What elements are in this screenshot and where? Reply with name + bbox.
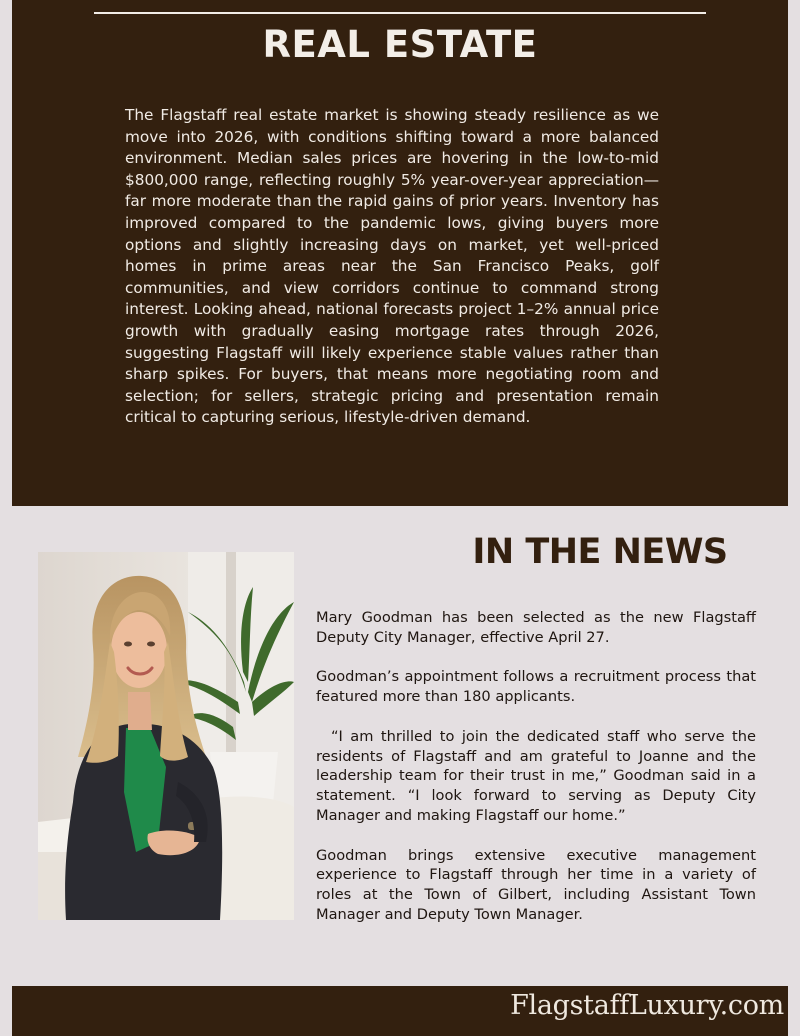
real-estate-heading: REAL ESTATE	[262, 23, 538, 66]
news-heading: IN THE NEWS	[472, 532, 728, 572]
headshot-photo	[38, 552, 294, 920]
news-paragraph: Goodman brings extensive executive management experience to Flagstaff through her time in a variety of roles at the Town of Gilbert, including Assistant Town Manager and Deputy Town Manager.	[316, 846, 756, 923]
news-paragraph: Mary Goodman has been selected as the new Flagstaff Deputy City Manager, effective April 27.	[316, 609, 756, 646]
website-link[interactable]: FlagstaffLuxury.com	[510, 990, 784, 1021]
news-article	[316, 608, 761, 945]
real-estate-section	[12, 0, 788, 506]
headshot-illustration	[38, 552, 294, 920]
news-paragraph: Goodman’s appointment follows a recruitment process that featured more than 180 applicants.	[316, 668, 756, 706]
top-divider	[94, 12, 706, 14]
footer-bar	[12, 986, 788, 1036]
news-paragraph: “I am thrilled to join the dedicated staff who serve the residents of Flagstaff and am grateful to Joanne and the leadership team for their trust in me,” Goodman said in a statement. “I look forward to serving as Deputy City Manager and making Flagstaff our home.”	[316, 727, 761, 824]
real-estate-body: The Flagstaff real estate market is showing steady resilience as we move into 2026, with conditions shifting toward a more balanced environment. Median sales prices are hovering in the low-to-mid $800,000 range, reflecting roughly 5% year-over-year appreciation—far more moderate than the rapid gains of prior years. Inventory has improved compared to the pandemic lows, giving buyers more options and slightly increasing days on market, yet well-priced homes in prime areas near the San Francisco Peaks, golf communities, and view corridors continue to command strong interest. Looking ahead, national forecasts project 1–2% annual price growth with gradually easing mortgage rates through 2026, suggesting Flagstaff will likely experience stable values rather than sharp spikes. For buyers, that means more negotiating room and selection; for sellers, strategic pricing and presentation remain critical to capturing serious, lifestyle-driven demand.	[125, 106, 659, 427]
